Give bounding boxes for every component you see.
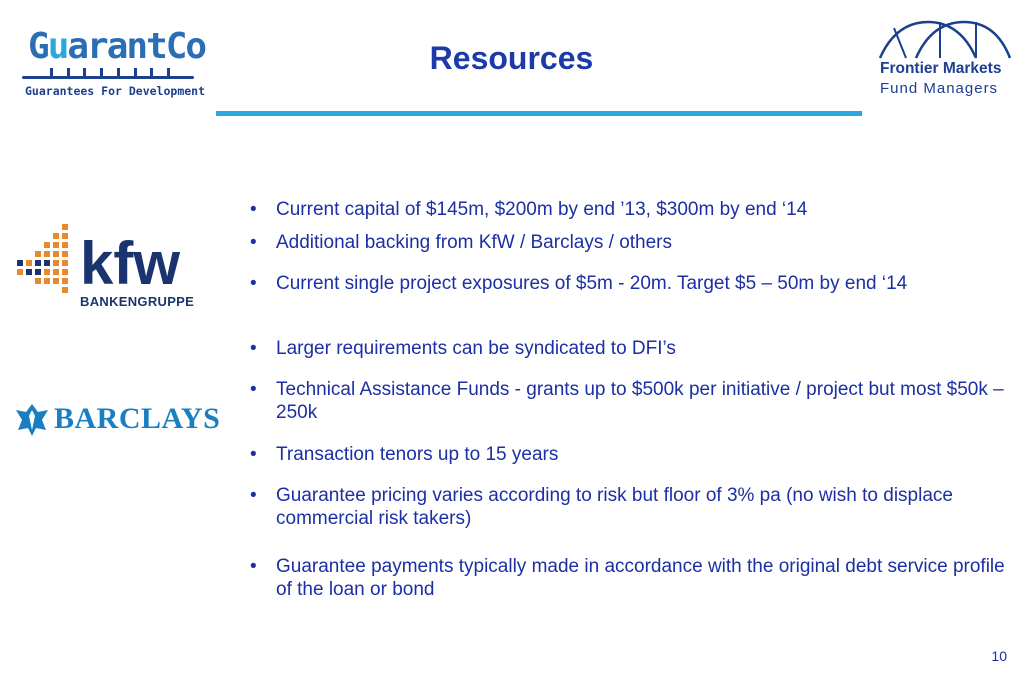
list-item: • Guarantee pricing varies according to risk but floor of 3% pa (no wish to displace commercial risk takers) [250, 485, 953, 529]
list-item: • Additional backing from KfW / Barclays / others [250, 232, 672, 253]
list-item: • Transaction tenors up to 15 years [250, 444, 559, 465]
list-item: • Guarantee payments typically made in accordance with the original debt service profile of the loan or bond [250, 556, 1005, 600]
page-number: 10 [991, 648, 1007, 664]
frontier-markets-logo [876, 18, 1012, 100]
frontier-line1: Frontier Markets [880, 60, 1002, 77]
kfw-logo [14, 222, 214, 314]
barclays-logo [14, 398, 221, 442]
title-underline [216, 111, 862, 116]
guarantco-wordmark: GuarantCo [28, 26, 206, 67]
barclays-wordmark: BARCLAYS [54, 402, 221, 435]
guarantco-tagline: Guarantees For Development [25, 84, 206, 98]
page-title: Resources [429, 40, 594, 76]
kfw-wordmark: kfw [80, 230, 181, 294]
list-item: • Technical Assistance Funds - grants up to $500k per initiative / project but most $50k – 250k [250, 379, 1004, 423]
frontier-line2: Fund Managers [880, 80, 999, 97]
barclays-eagle-icon [14, 402, 50, 438]
list-item: • Larger requirements can be syndicated to DFI’s [250, 338, 676, 359]
list-item: • Current single project exposures of $5m - 20m. Target $5 – 50m by end ‘14 [250, 273, 908, 294]
list-item: • Current capital of $145m, $200m by end ’13, $300m by end ‘14 [250, 199, 808, 220]
frontier-arch-icon [876, 18, 1012, 62]
kfw-mark-icon [14, 222, 214, 294]
kfw-subtitle: BANKENGRUPPE [80, 294, 195, 309]
